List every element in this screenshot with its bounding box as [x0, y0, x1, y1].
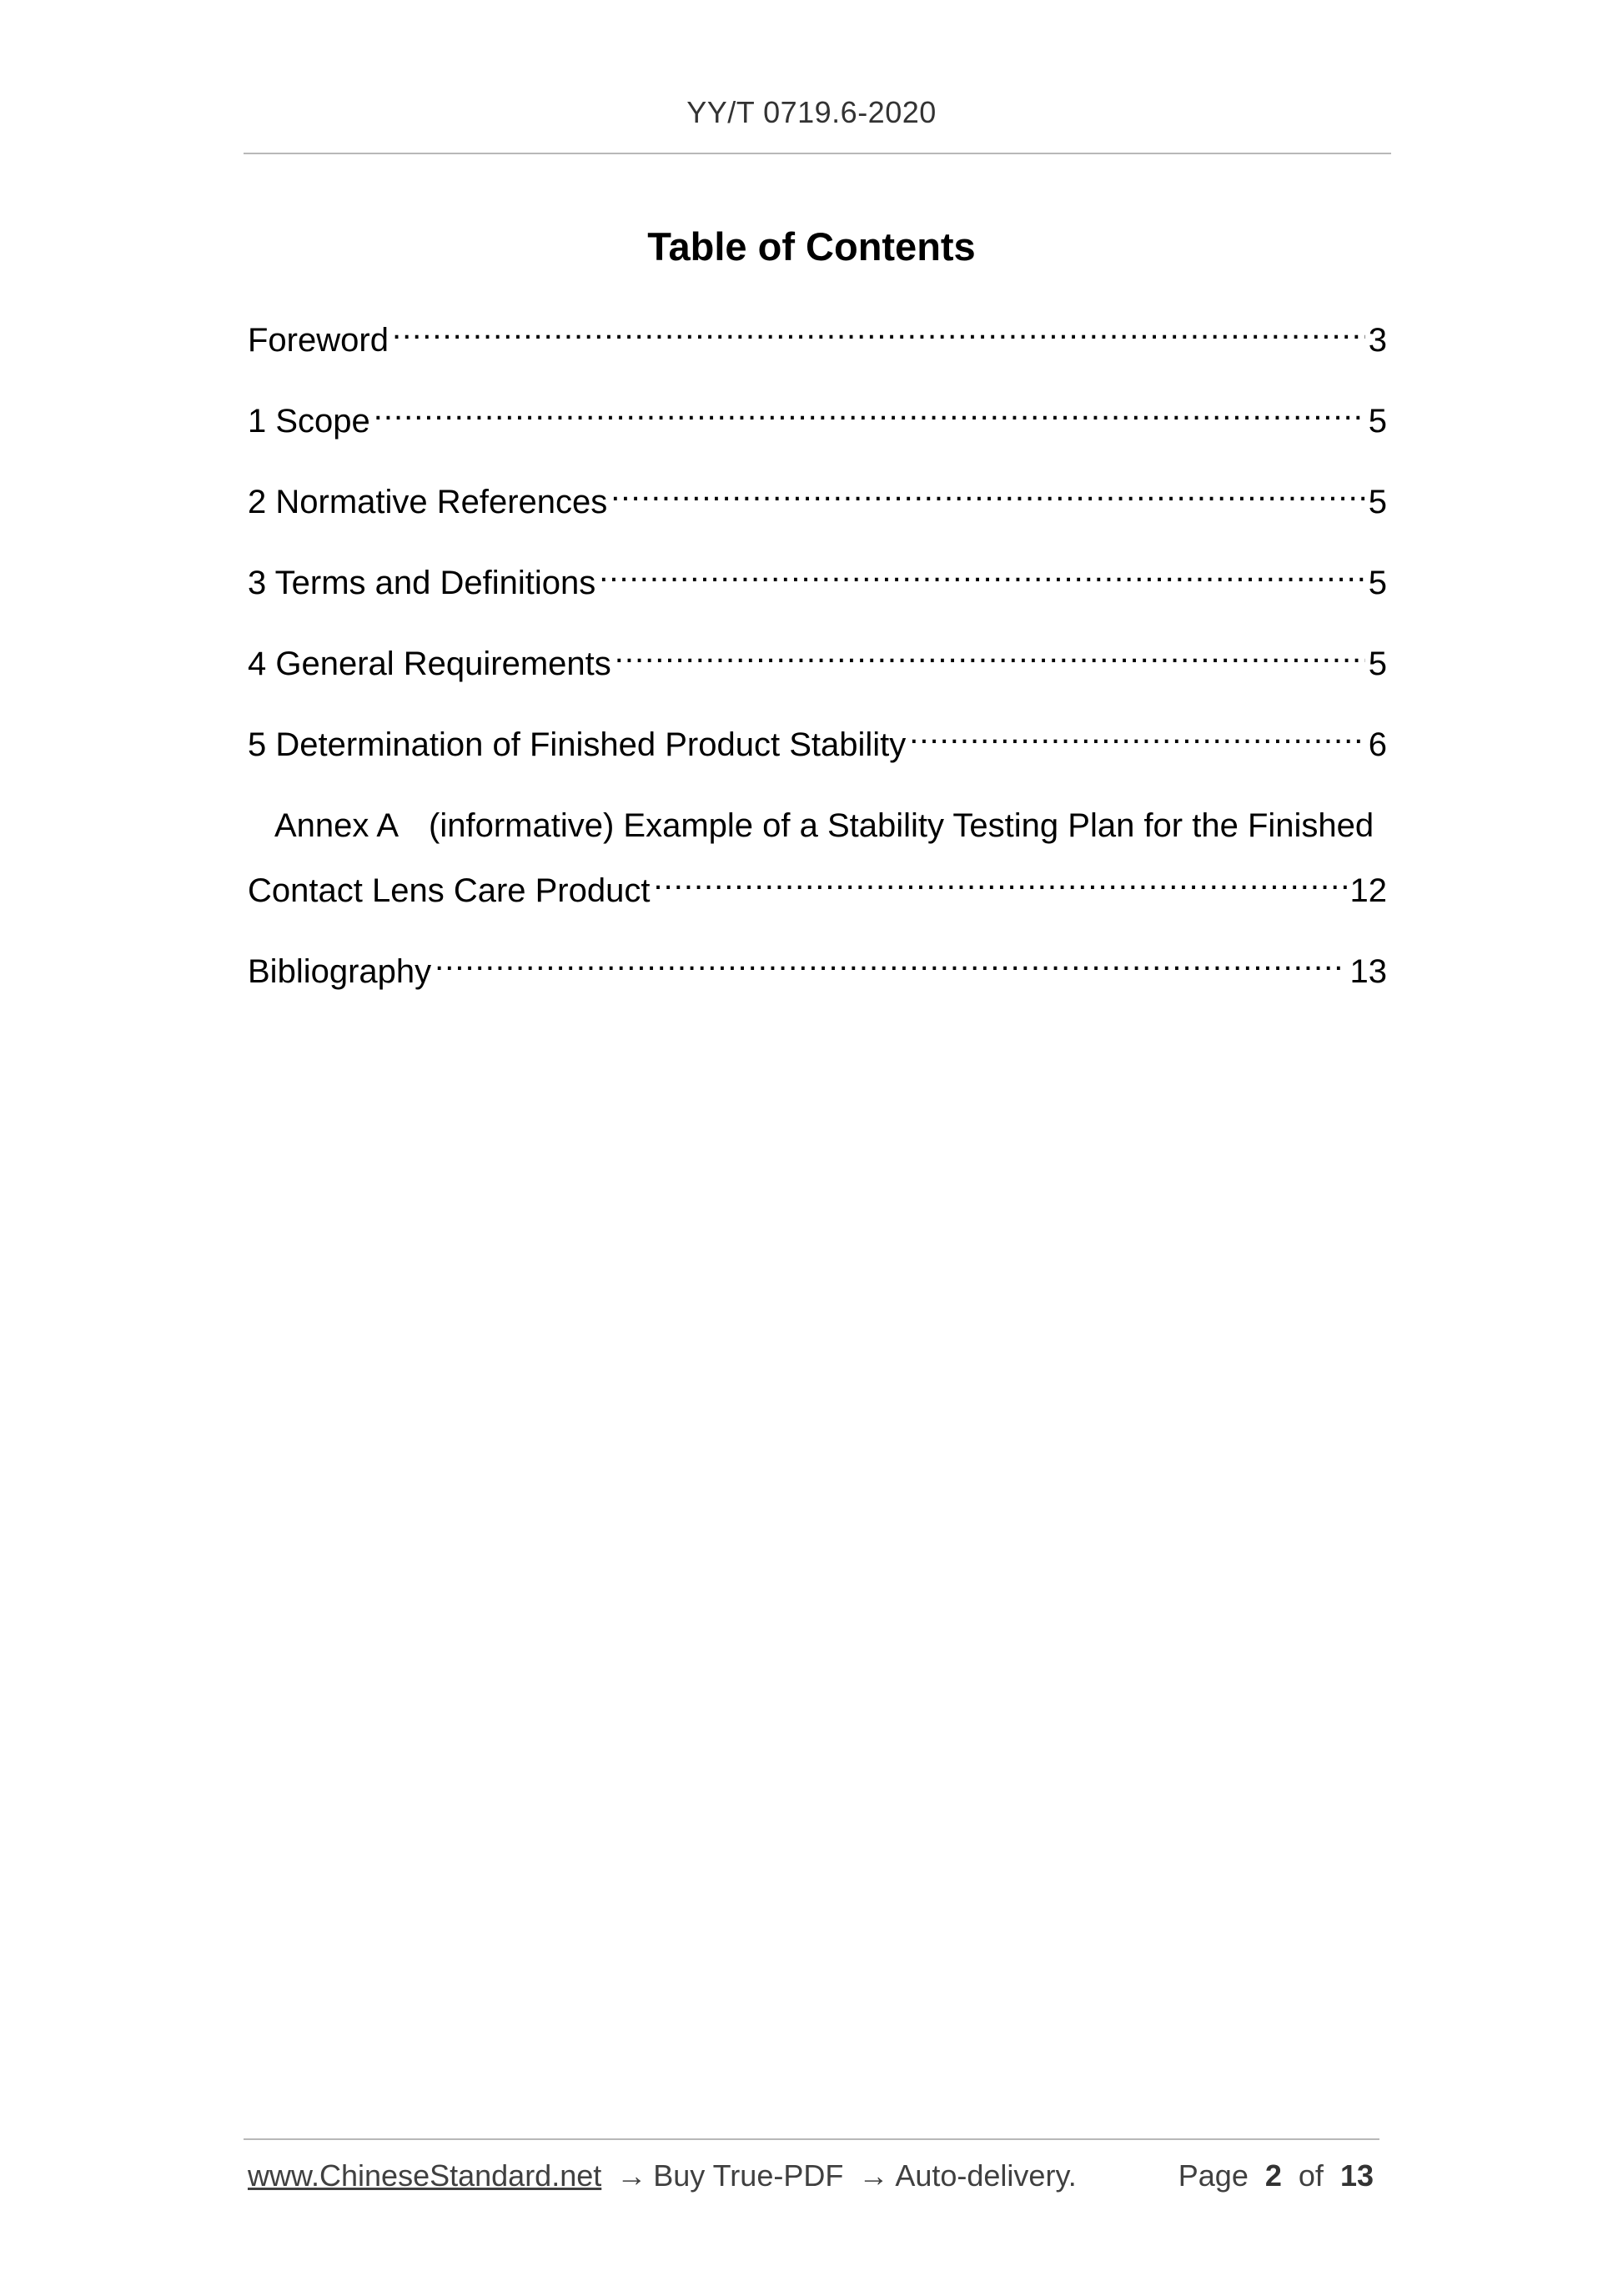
toc-entry-page: 5 [1368, 565, 1387, 601]
arrow-right-icon: → [616, 2158, 647, 2193]
toc-entry-terms-definitions[interactable] [248, 560, 1387, 641]
toc-entry-general-requirements[interactable] [248, 641, 1387, 721]
annex-designation: Annex A [274, 807, 399, 844]
total-pages-number: 13 [1339, 2158, 1374, 2193]
toc-entry-label: Bibliography [248, 953, 432, 990]
buy-true-pdf-text: Buy True-PDF [653, 2158, 844, 2193]
arrow-right-icon: → [858, 2158, 889, 2193]
dot-leader [653, 868, 1346, 902]
toc-entry-page: 5 [1368, 646, 1387, 682]
toc-entry-page: 12 [1349, 872, 1387, 909]
toc-entry-label: Foreword [248, 322, 389, 359]
current-page-number: 2 [1264, 2158, 1282, 2193]
toc-entry-page: 3 [1368, 322, 1387, 359]
toc-entry-page: 6 [1368, 726, 1387, 763]
page-word: Page [1178, 2158, 1249, 2193]
page-indicator [1178, 2158, 1382, 2193]
footer-promo [248, 2158, 1077, 2193]
toc-entry-label: 1 Scope [248, 403, 370, 440]
toc-entry-normative-references[interactable] [248, 479, 1387, 560]
annex-title-line1: (informative) Example of a Stability Testing Plan for the Finished [429, 807, 1374, 844]
toc-entry-bibliography[interactable] [248, 948, 1387, 1029]
dot-leader [392, 318, 1365, 351]
toc-entry-label: 4 General Requirements [248, 646, 611, 682]
dot-leader [599, 560, 1365, 594]
toc-title: Table of Contents [647, 224, 976, 269]
page-footer [248, 2158, 1382, 2193]
site-link[interactable]: www.ChineseStandard.net [248, 2158, 602, 2193]
toc-entry-scope[interactable] [248, 398, 1387, 479]
standard-code-header: YY/T 0719.6-2020 [686, 95, 937, 129]
toc-entry-label: 5 Determination of Finished Product Stability [248, 726, 907, 763]
toc-entry-page: 5 [1368, 403, 1387, 440]
toc-entry-annex-a-line1[interactable] [248, 802, 1387, 867]
header-divider [244, 153, 1391, 154]
auto-delivery-text: Auto-delivery. [895, 2158, 1077, 2193]
footer-divider [244, 2138, 1379, 2140]
dot-leader [615, 641, 1365, 675]
dot-leader [374, 399, 1365, 432]
annex-title-line2: Contact Lens Care Product [248, 872, 651, 909]
dot-leader [435, 949, 1346, 982]
of-word: of [1298, 2158, 1324, 2193]
toc-entry-page: 13 [1349, 953, 1387, 990]
toc-entry-page: 5 [1368, 484, 1387, 520]
toc-entry-label: 2 Normative References [248, 484, 608, 520]
toc-list [248, 317, 1387, 1029]
dot-leader [611, 480, 1364, 513]
toc-entry-annex-a-line2[interactable] [248, 867, 1387, 948]
dot-leader [909, 722, 1364, 756]
toc-entry-label: 3 Terms and Definitions [248, 565, 596, 601]
toc-entry-foreword[interactable] [248, 317, 1387, 398]
toc-entry-finished-product-stability[interactable] [248, 721, 1387, 802]
